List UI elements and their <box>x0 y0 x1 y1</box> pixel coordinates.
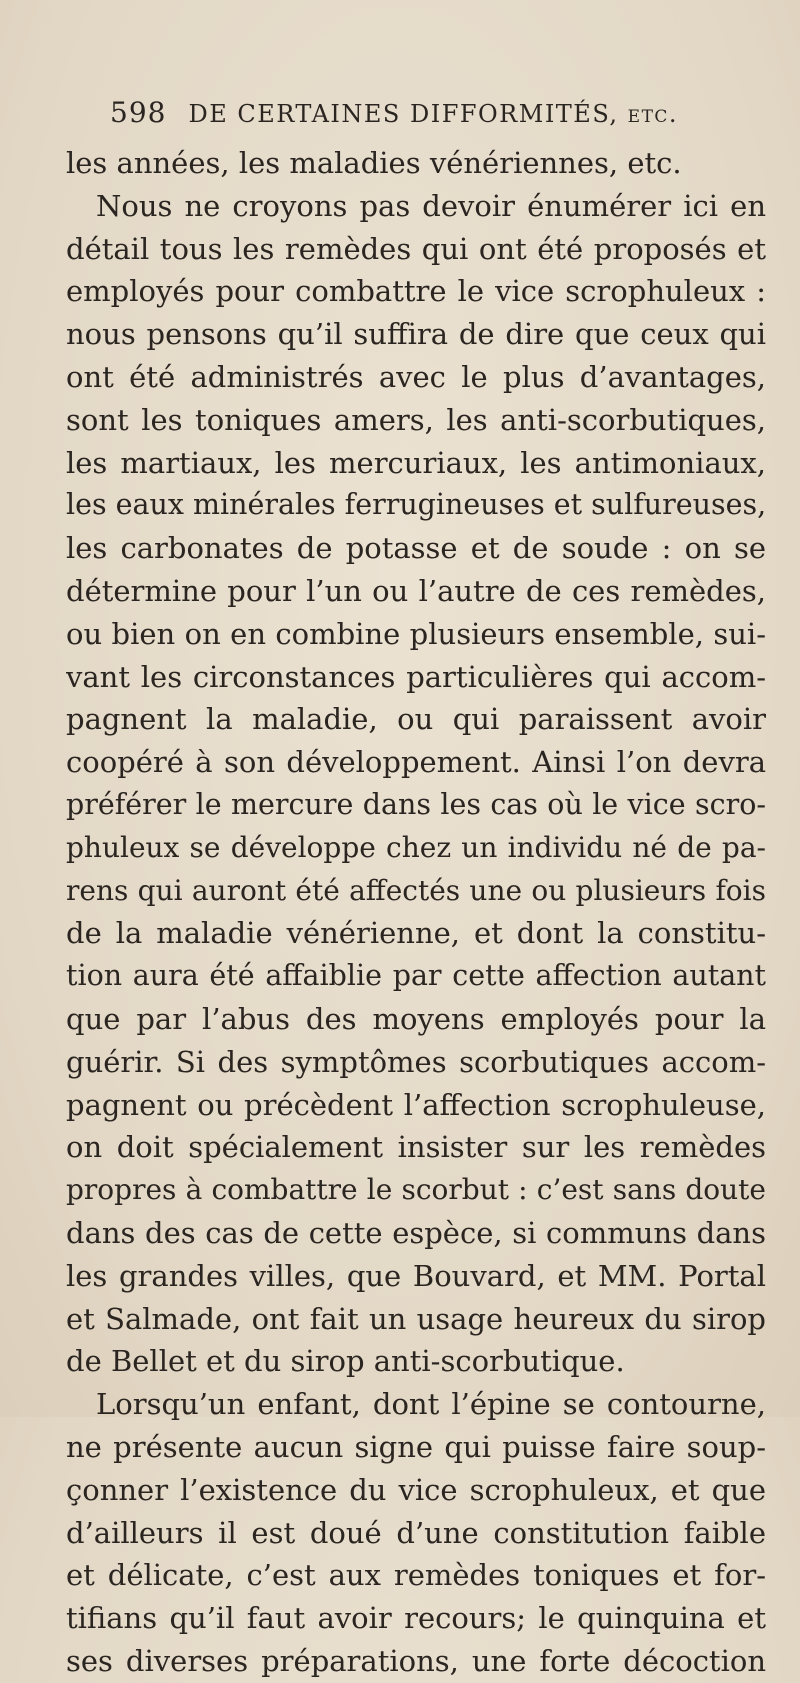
text-line: vant les circonstances particulières qui accom- <box>66 659 766 694</box>
running-title: DE CERTAINES DIFFORMITÉS, etc. <box>188 100 679 128</box>
page-header <box>110 96 766 142</box>
text-line: que par l’abus des moyens employés pour la <box>66 1001 766 1036</box>
text-line: sont les toniques amers, les anti-scorbutiques, <box>66 402 766 437</box>
text-line: phuleux se développe chez un individu né de pa- <box>66 830 766 864</box>
text-line: préférer le mercure dans les cas où le vice scro- <box>66 787 766 821</box>
text-line: propres à combattre le scorbut : c’est sans doute <box>66 1173 766 1207</box>
text-line: ont été administrés avec le plus d’avantages, <box>66 359 766 394</box>
text-line: çonner l’existence du vice scrophuleux, et que <box>66 1472 766 1507</box>
text-line: détail tous les remèdes qui ont été proposés et <box>66 231 766 266</box>
page-number: 598 <box>110 96 167 129</box>
text-line: les carbonates de potasse et de soude : on se <box>66 531 766 566</box>
text-line: ou bien on en combine plusieurs ensemble, sui- <box>66 616 766 651</box>
text-line: de la maladie vénérienne, et dont la constitu- <box>66 916 766 951</box>
text-line: coopéré à son développement. Ainsi l’on devra <box>66 745 766 780</box>
text-line: les eaux minérales ferrugineuses et sulfureuses, <box>66 488 766 522</box>
text-line: pagnent la maladie, ou qui paraissent avoir <box>66 702 766 737</box>
text-line: les grandes villes, que Bouvard, et MM. Portal <box>66 1258 766 1293</box>
text-line: Nous ne croyons pas devoir énumérer ici en <box>96 188 766 223</box>
text-line: pagnent ou précèdent l’affection scrophuleuse, <box>66 1087 766 1122</box>
text-line: on doit spécialement insister sur les remèdes <box>66 1130 766 1165</box>
text-line: employés pour combattre le vice scrophuleux : <box>66 274 766 309</box>
text-line: rens qui auront été affectés une ou plusieurs fois <box>66 873 766 907</box>
text-line: ne présente aucun signe qui puisse faire soup- <box>66 1429 766 1464</box>
text-line: les années, les maladies vénériennes, etc. <box>66 146 682 180</box>
body-text <box>66 142 766 1683</box>
text-line: ses diverses préparations, une forte décoction <box>66 1643 766 1678</box>
text-line: d’ailleurs il est doué d’une constitution faible <box>66 1515 766 1550</box>
text-line: guérir. Si des symptômes scorbutiques accom- <box>66 1044 766 1079</box>
text-line: de Bellet et du sirop anti-scorbutique. <box>66 1344 625 1379</box>
text-line: tion aura été affaiblie par cette affection autant <box>66 959 766 993</box>
text-line: tifians qu’il faut avoir recours; le quinquina et <box>66 1601 766 1636</box>
text-line: détermine pour l’un ou l’autre de ces remèdes, <box>66 573 766 608</box>
text-line: les martiaux, les mercuriaux, les antimoniaux, <box>66 445 766 480</box>
text-line: Lorsqu’un enfant, dont l’épine se contourne, <box>96 1387 766 1422</box>
text-line: nous pensons qu’il suffira de dire que ceux qui <box>66 317 766 352</box>
text-line: et délicate, c’est aux remèdes toniques et for- <box>66 1558 766 1593</box>
text-line: dans des cas de cette espèce, si communs dans <box>66 1215 766 1250</box>
text-line: et Salmade, ont fait un usage heureux du sirop <box>66 1301 766 1336</box>
